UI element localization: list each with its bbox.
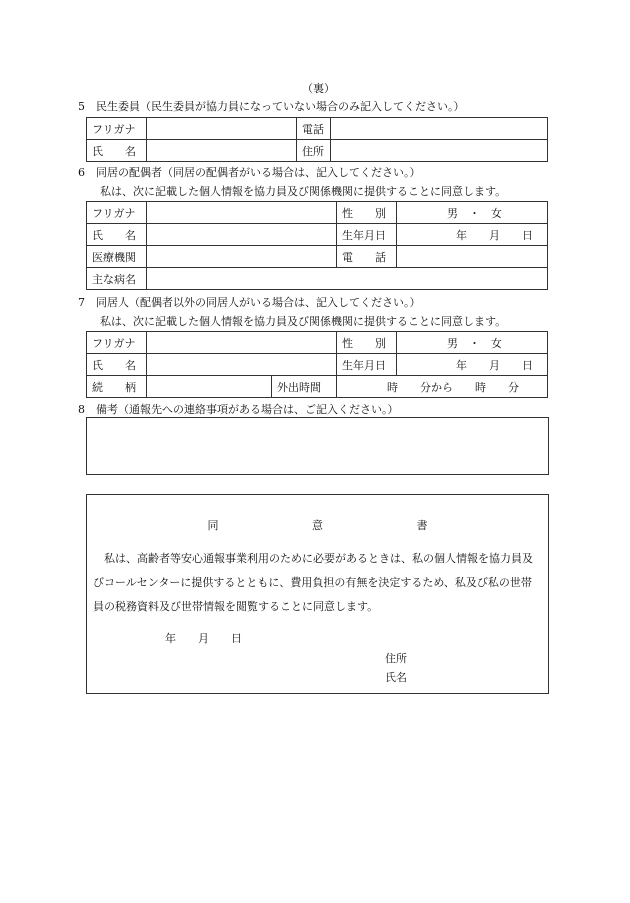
agreement-body: 私は、高齢者等安心通報事業利用のために必要があるときは、私の個人情報を協力員及びコールセンターに提供するとともに、費用負担の有無を決定するため、私及び私の世帯員の税務資料及び世帯情報を閲覧することに同意します。 <box>93 552 533 613</box>
agreement-date-field[interactable]: 年 月 日 <box>165 632 242 645</box>
s7-relation-field[interactable] <box>147 376 272 398</box>
agreement-box <box>86 494 549 694</box>
s6-sex-label: 性 別 <box>337 202 397 224</box>
s5-name-field[interactable] <box>147 140 297 162</box>
s7-sex-label: 性 別 <box>337 332 397 354</box>
s6-sex-options[interactable]: 男 ・ 女 <box>397 202 548 224</box>
s7-furigana-field[interactable] <box>147 332 337 354</box>
agreement-address-label: 住所 <box>385 652 407 665</box>
s7-name-field[interactable] <box>147 354 337 376</box>
s7-out-time-field[interactable]: 時 分から 時 分 <box>337 376 548 398</box>
s6-illness-field[interactable] <box>147 268 548 290</box>
agreement-name-label: 氏名 <box>385 671 407 684</box>
s5-phone-label: 電話 <box>297 118 331 140</box>
section5-heading: 5 民生委員（民生委員が協力員になっていない場合のみ記入してください。） <box>78 100 465 113</box>
s7-dob-label: 生年月日 <box>337 354 397 376</box>
agreement-title-char-2: 意 <box>312 519 323 532</box>
agreement-title-char-1: 同 <box>207 519 219 532</box>
s5-furigana-field[interactable] <box>147 118 297 140</box>
section7-heading: 7 同居人（配偶者以外の同居人がいる場合は、記入してください。） <box>78 296 421 309</box>
s5-phone-field[interactable] <box>331 118 548 140</box>
s7-name-label: 氏 名 <box>87 354 147 376</box>
s6-medical-field[interactable] <box>147 246 337 268</box>
s6-phone-label: 電 話 <box>337 246 397 268</box>
section6-table <box>86 201 548 290</box>
s6-name-label: 氏 名 <box>87 224 147 246</box>
section6-heading: 6 同居の配偶者（同居の配偶者がいる場合は、記入してください。） <box>78 166 421 179</box>
s8-remarks-field[interactable] <box>86 417 549 475</box>
s6-dob-field[interactable]: 年 月 日 <box>397 224 548 246</box>
section6-consent: 私は、次に記載した個人情報を協力員及び関係機関に提供することに同意します。 <box>100 185 507 198</box>
s5-furigana-label: フリガナ <box>87 118 147 140</box>
s6-name-field[interactable] <box>147 224 337 246</box>
s5-address-label: 住所 <box>297 140 331 162</box>
s7-dob-field[interactable]: 年 月 日 <box>397 354 548 376</box>
s7-out-time-label: 外出時間 <box>272 376 337 398</box>
page-side-label: （裏） <box>302 82 335 95</box>
section5-table <box>86 117 548 162</box>
s6-illness-label: 主な病名 <box>87 268 147 290</box>
s6-medical-label: 医療機関 <box>87 246 147 268</box>
agreement-title-char-3: 書 <box>416 519 428 532</box>
s7-furigana-label: フリガナ <box>87 332 147 354</box>
s6-dob-label: 生年月日 <box>337 224 397 246</box>
s5-name-label: 氏 名 <box>87 140 147 162</box>
s6-furigana-field[interactable] <box>147 202 337 224</box>
agreement-title <box>87 517 548 533</box>
s6-furigana-label: フリガナ <box>87 202 147 224</box>
s7-relation-label: 続 柄 <box>87 376 147 398</box>
s5-address-field[interactable] <box>331 140 548 162</box>
section8-heading: 8 備考（通報先への連絡事項がある場合は、ご記入ください。） <box>78 403 399 416</box>
s6-phone-field[interactable] <box>397 246 548 268</box>
section7-consent: 私は、次に記載した個人情報を協力員及び関係機関に提供することに同意します。 <box>100 315 507 328</box>
s7-sex-options[interactable]: 男 ・ 女 <box>397 332 548 354</box>
section7-table <box>86 331 548 398</box>
